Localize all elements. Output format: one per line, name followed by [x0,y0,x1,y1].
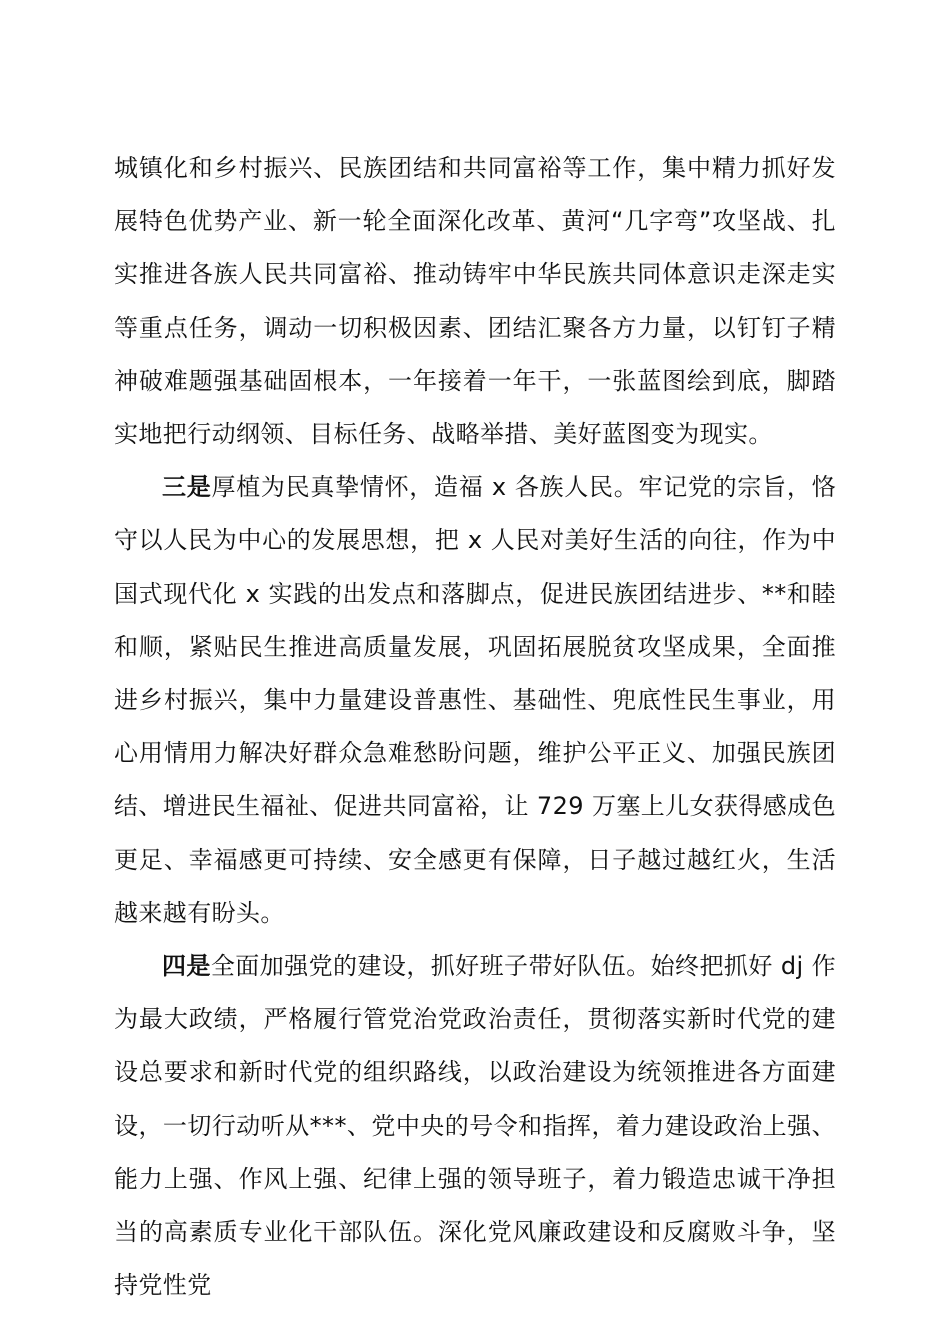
paragraph-point-three [114,461,836,940]
paragraph-point-four [114,940,836,1312]
paragraph-text: 全面加强党的建设，抓好班子带好队伍。始终把抓好 dj 作为最大政绩，严格履行管党治党政治责任，贯彻落实新时代党的建设总要求和新时代党的组织路线，以政治建设为统领推进各方面建设，一切行动听从***、党中央的号令和指挥，着力建设政治上强、能力上强、作风上强、纪律上强的领导班子，着力锻造忠诚干净担当的高素质专业化干部队伍。深化党风廉政建设和反腐败斗争，坚持党性党 [114,952,836,1300]
paragraph-lead: 四是 [162,952,211,981]
paragraph-text: 城镇化和乡村振兴、民族团结和共同富裕等工作，集中精力抓好发展特色优势产业、新一轮全面深化改革、黄河“几字弯”攻坚战、扎实推进各族人民共同富裕、推动铸牢中华民族共同体意识走深走实等重点任务，调动一切积极因素、团结汇聚各方力量，以钉钉子精神破难题强基础固根本，一年接着一年干，一张蓝图绘到底，脚踏实地把行动纲领、目标任务、战略举措、美好蓝图变为现实。 [114,154,836,449]
paragraph-text: 厚植为民真挚情怀，造福 x 各族人民。牢记党的宗旨，恪守以人民为中心的发展思想，把 x 人民对美好生活的向往，作为中国式现代化 x 实践的出发点和落脚点，促进民族团结进步、**和睦和顺，紧贴民生推进高质量发展，巩固拓展脱贫攻坚成果，全面推进乡村振兴，集中力量建设普惠性、基础性、兜底性民生事业，用心用情用力解决好群众急难愁盼问题，维护公平正义、加强民族团结、增进民生福祉、促进共同富裕，让 729 万塞上儿女获得感成色更足、幸福感更可持续、安全感更有保障，日子越过越红火，生活越来越有盼头。 [114,473,836,927]
document-body [114,142,836,1312]
paragraph-lead: 三是 [162,473,212,502]
paragraph-continuation [114,142,836,461]
